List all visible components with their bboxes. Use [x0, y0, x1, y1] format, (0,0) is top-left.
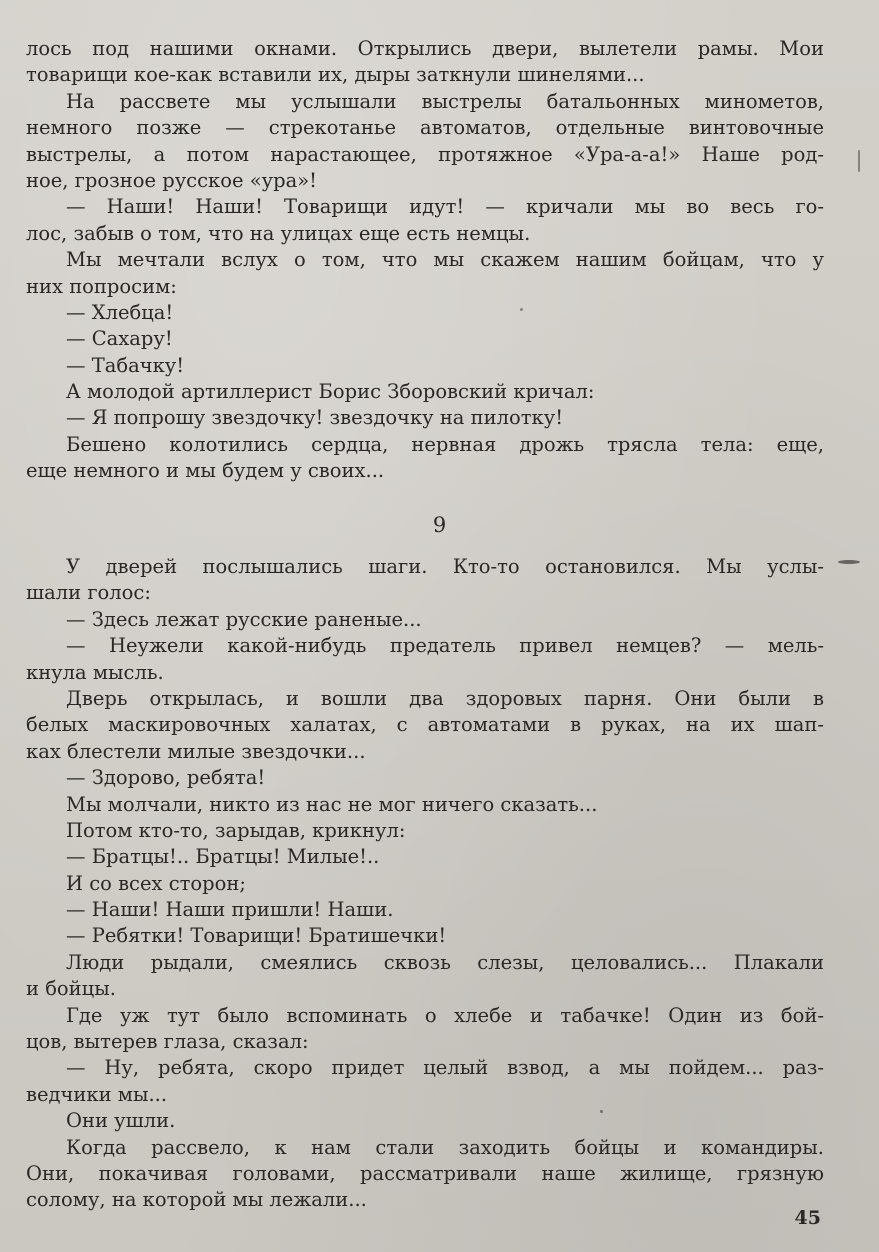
text-line: Люди рыдали, смеялись сквозь слезы, целовались... Плакали: [66, 950, 824, 974]
text-line: солому, на которой мы лежали...: [26, 1188, 367, 1212]
ink-speck: [858, 150, 860, 172]
ink-speck: [600, 1110, 603, 1113]
text-line: немного позже — стрекотанье автоматов, отдельные винтовочные: [26, 116, 824, 140]
text-line: и бойцы.: [26, 977, 116, 1001]
text-line: — Ну, ребята, скоро придет целый взвод, а мы пойдем... раз-: [66, 1056, 824, 1080]
text-line: Дверь открылась, и вошли два здоровых парня. Они были в: [66, 686, 824, 710]
text-line: Мы мечтали вслух о том, что мы скажем нашим бойцам, что у: [66, 248, 824, 272]
text-line: Они, покачивая головами, рассматривали наше жилище, грязную: [26, 1161, 824, 1185]
text-line: ках блестели милые звездочки...: [26, 739, 366, 763]
text-line: Они ушли.: [66, 1109, 176, 1133]
text-line: Потом кто-то, зарыдав, крикнул:: [66, 818, 406, 842]
text-line: Где уж тут было вспоминать о хлебе и табачке! Один из бой-: [66, 1003, 824, 1027]
text-line: выстрелы, а потом нарастающее, протяжное «Ура-а-а!» Наше род-: [26, 142, 824, 166]
text-line: — Сахару!: [66, 327, 173, 351]
ink-speck: [520, 308, 523, 311]
text-line: На рассвете мы услышали выстрелы батальонных минометов,: [66, 89, 824, 113]
text-line: — Братцы!.. Братцы! Милые!..: [66, 845, 380, 869]
text-line: лос, забыв о том, что на улицах еще есть немцы.: [26, 221, 531, 245]
text-line: Мы молчали, никто из нас не мог ничего сказать...: [66, 792, 598, 816]
text-line: цов, вытерев глаза, сказал:: [26, 1030, 309, 1054]
text-line: лось под нашими окнами. Открылись двери, вылетели рамы. Мои: [26, 37, 824, 60]
text-line: И со всех сторон;: [66, 871, 246, 895]
text-line: Когда рассвело, к нам стали заходить бойцы и командиры.: [66, 1135, 824, 1159]
text-line: — Табачку!: [66, 353, 185, 377]
text-line: А молодой артиллерист Борис Зборовский кричал:: [66, 380, 595, 404]
text-line: шали голос:: [26, 581, 151, 605]
text-line: товарищи кое-как вставили их, дыры заткнули шинелями...: [26, 63, 645, 87]
text-line: еще немного и мы будем у своих...: [26, 459, 385, 483]
text-line: кнула мысль.: [26, 660, 164, 684]
text-line: ведчики мы...: [26, 1082, 168, 1106]
text-line: Бешено колотились сердца, нервная дрожь трясла тела: еще,: [66, 432, 824, 456]
text-line: — Здорово, ребята!: [66, 766, 266, 790]
text-line: У дверей послышались шаги. Кто-то остановился. Мы услы-: [66, 555, 824, 578]
chapter-number: 9: [432, 513, 447, 537]
text-line: — Неужели какой-нибудь предатель привел немцев? — мель-: [66, 634, 824, 658]
text-line: — Хлебца!: [66, 300, 174, 324]
text-line: ное, грозное русское «ура»!: [26, 168, 317, 192]
text-line: белых маскировочных халатах, с автоматами в руках, на их шап-: [26, 713, 824, 737]
text-line: — Я попрошу звездочку! звездочку на пилотку!: [66, 406, 564, 430]
page-number: 45: [794, 1207, 821, 1229]
ink-speck: [838, 560, 860, 564]
text-line: — Ребятки! Товарищи! Братишечки!: [66, 924, 447, 948]
text-line: — Наши! Наши! Товарищи идут! — кричали мы во весь го-: [66, 195, 824, 219]
text-block-top: [26, 36, 824, 485]
text-line: — Наши! Наши пришли! Наши.: [66, 898, 394, 922]
text-line: — Здесь лежат русские раненые...: [66, 607, 422, 631]
text-block-bottom: [26, 554, 824, 1214]
text-line: них попросим:: [26, 274, 177, 298]
